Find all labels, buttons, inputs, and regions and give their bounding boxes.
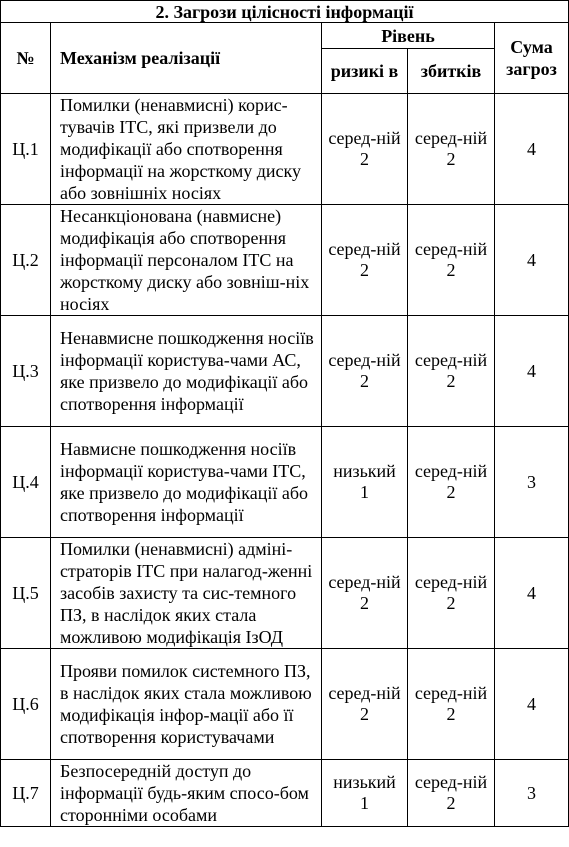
- row-risk: [322, 538, 408, 649]
- damage-word: серед-ній: [414, 572, 488, 592]
- row-id: Ц.6: [1, 649, 51, 760]
- row-damage: [408, 205, 495, 316]
- row-id: Ц.2: [1, 205, 51, 316]
- row-damage: [408, 94, 495, 205]
- damage-value: 2: [446, 704, 456, 724]
- risk-word: серед-ній: [328, 350, 401, 370]
- table-row: [1, 316, 569, 427]
- row-damage: [408, 649, 495, 760]
- risk-value: 2: [360, 593, 369, 613]
- damage-word: серед-ній: [414, 239, 488, 259]
- row-sum: 4: [495, 316, 569, 427]
- risk-word: серед-ній: [328, 683, 401, 703]
- risk-word: низький: [333, 461, 396, 481]
- table-row: [1, 649, 569, 760]
- row-id: Ц.3: [1, 316, 51, 427]
- header-level: Рівень: [322, 23, 495, 49]
- damage-value: 2: [446, 482, 456, 502]
- damage-word: серед-ній: [414, 128, 488, 148]
- row-mechanism: Навмисне пошкодження носіїв інформації користува-чами ІТС, яке призвело до модифікації або спотворення інформації: [51, 427, 322, 538]
- risk-value: 1: [360, 793, 369, 813]
- header-damage: збитків: [408, 49, 495, 94]
- table-title: 2. Загрози цілісності інформації: [1, 1, 569, 23]
- row-id: Ц.4: [1, 427, 51, 538]
- row-risk: [322, 316, 408, 427]
- table-row: [1, 760, 569, 827]
- row-damage: [408, 760, 495, 827]
- row-risk: [322, 94, 408, 205]
- damage-word: серед-ній: [414, 683, 488, 703]
- risk-word: низький: [333, 772, 396, 792]
- risk-word: серед-ній: [328, 128, 401, 148]
- risk-word: серед-ній: [328, 572, 401, 592]
- row-sum: 4: [495, 649, 569, 760]
- row-sum: 4: [495, 205, 569, 316]
- damage-value: 2: [446, 149, 456, 169]
- row-mechanism: Помилки (ненавмисні) адміні-страторів ІТС при налагод-женні засобів захисту та сис-темного ПЗ, в наслідок яких стала можливою модифікація ІзОД: [51, 538, 322, 649]
- risk-value: 2: [360, 149, 369, 169]
- risk-value: 2: [360, 704, 369, 724]
- row-sum: 3: [495, 427, 569, 538]
- damage-value: 2: [446, 371, 456, 391]
- row-id: Ц.5: [1, 538, 51, 649]
- damage-word: серед-ній: [414, 350, 488, 370]
- row-risk: [322, 649, 408, 760]
- header-risk: ризикі в: [322, 49, 408, 94]
- row-risk: [322, 205, 408, 316]
- row-mechanism: Помилки (ненавмисні) корис-тувачів ІТС, які призвели до модифікації або спотворення інформації на жорсткому диску або зовнішніх носіях: [51, 94, 322, 205]
- damage-word: серед-ній: [414, 461, 488, 481]
- header-mechanism: Механізм реалізації: [51, 23, 322, 94]
- risk-value: 2: [360, 260, 369, 280]
- header-number: №: [1, 23, 51, 94]
- row-mechanism: Несанкціонована (навмисне) модифікація або спотворення інформації персоналом ІТС на жорсткому диску або зовніш-ніх носіях: [51, 205, 322, 316]
- table-row: [1, 94, 569, 205]
- row-mechanism: Безпосередній доступ до інформації будь-яким спосо-бом сторонніми особами: [51, 760, 322, 827]
- damage-word: серед-ній: [414, 772, 488, 792]
- damage-value: 2: [446, 260, 456, 280]
- row-sum: 4: [495, 94, 569, 205]
- row-sum: 4: [495, 538, 569, 649]
- row-sum: 3: [495, 760, 569, 827]
- damage-value: 2: [446, 593, 456, 613]
- table-row: [1, 427, 569, 538]
- risk-value: 1: [360, 482, 369, 502]
- row-id: Ц.7: [1, 760, 51, 827]
- row-mechanism: Ненавмисне пошкодження носіїв інформації користува-чами АС, яке призвело до модифікації або спотворення інформації: [51, 316, 322, 427]
- table-row: [1, 538, 569, 649]
- header-sum: Сума загроз: [495, 23, 569, 94]
- row-risk: [322, 427, 408, 538]
- row-damage: [408, 316, 495, 427]
- risk-word: серед-ній: [328, 239, 401, 259]
- row-risk: [322, 760, 408, 827]
- table-row: [1, 205, 569, 316]
- row-damage: [408, 427, 495, 538]
- row-mechanism: Прояви помилок системного ПЗ, в наслідок яких стала можливою модифікація інфор-мації або її спотворення користувачами: [51, 649, 322, 760]
- row-id: Ц.1: [1, 94, 51, 205]
- damage-value: 2: [446, 793, 456, 813]
- row-damage: [408, 538, 495, 649]
- risk-value: 2: [360, 371, 369, 391]
